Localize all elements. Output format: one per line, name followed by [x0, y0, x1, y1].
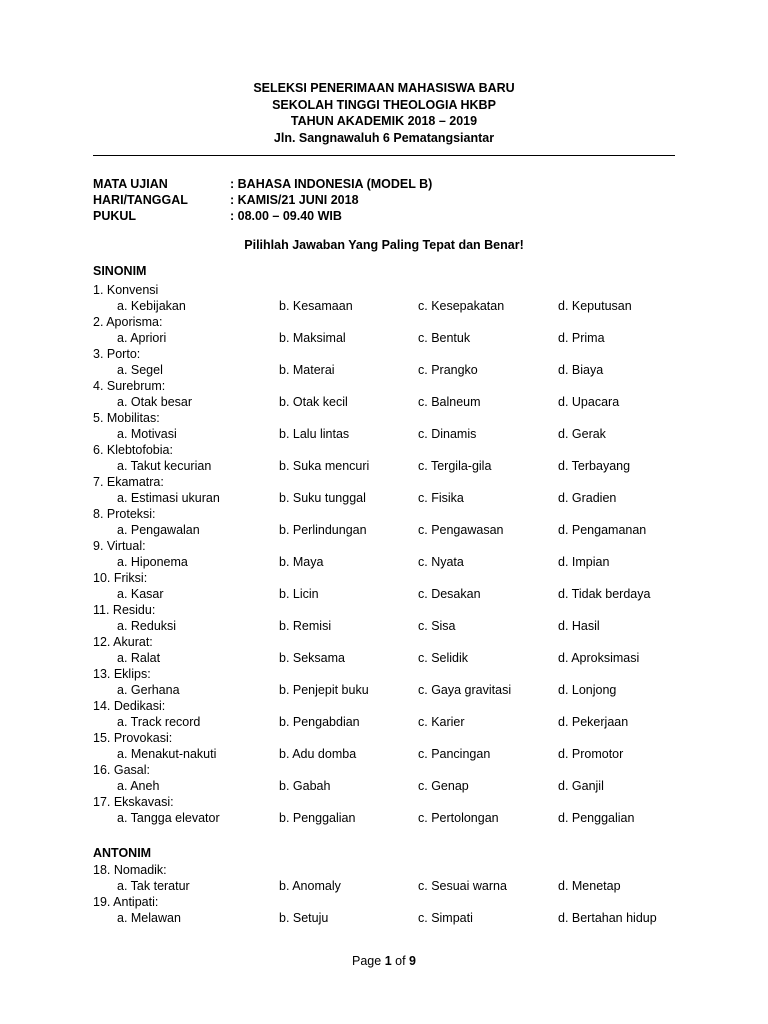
option-b: b. Otak kecil	[279, 395, 348, 409]
question-item	[93, 602, 693, 634]
option-c: c. Selidik	[418, 651, 469, 665]
question-options	[93, 810, 693, 826]
option-c: c. Kesepakatan	[418, 299, 505, 313]
option-c: c. Desakan	[418, 587, 481, 601]
question-stem: 7. Ekamatra:	[93, 475, 164, 489]
option-d: d. Menetap	[558, 879, 621, 893]
question-stem: 11. Residu:	[93, 603, 156, 617]
option-d: d. Upacara	[558, 395, 620, 409]
instruction-text: Pilihlah Jawaban Yang Paling Tepat dan Benar!	[244, 238, 524, 252]
option-c: c. Tergila-gila	[418, 459, 492, 473]
header-divider	[93, 155, 675, 156]
question-item	[93, 346, 693, 378]
option-d: d. Gerak	[558, 427, 606, 441]
question-stem: 8. Proteksi:	[93, 507, 156, 521]
question-stem: 9. Virtual:	[93, 539, 146, 553]
option-c: c. Gaya gravitasi	[418, 683, 512, 697]
option-b: b. Lalu lintas	[279, 427, 350, 441]
question-options	[93, 298, 693, 314]
option-b: b. Penjepit buku	[279, 683, 369, 697]
option-a: a. Kasar	[117, 587, 164, 601]
option-c: c. Pengawasan	[418, 523, 504, 537]
question-options	[93, 554, 693, 570]
question-item	[93, 666, 693, 698]
header-line-3: TAHUN AKADEMIK 2018 – 2019	[290, 114, 478, 128]
question-options	[93, 878, 693, 894]
option-a: a. Otak besar	[117, 395, 193, 409]
option-d: d. Biaya	[558, 363, 604, 377]
question-stem: 14. Dedikasi:	[93, 699, 166, 713]
option-c: c. Balneum	[418, 395, 481, 409]
option-d: d. Tidak berdaya	[558, 587, 651, 601]
header-line-2: SEKOLAH TINGGI THEOLOGIA HKBP	[272, 97, 496, 112]
option-a: a. Melawan	[117, 911, 181, 925]
footer-prefix: Page	[352, 954, 385, 968]
info-label: HARI/TANGGAL	[93, 193, 188, 207]
option-a: a. Menakut-nakuti	[117, 747, 217, 761]
question-list-antonim	[93, 862, 693, 926]
option-b: b. Suka mencuri	[279, 459, 370, 473]
option-b: b. Maksimal	[279, 331, 346, 345]
option-c: c. Pertolongan	[418, 811, 499, 825]
question-options	[93, 394, 693, 410]
option-b: b. Perlindungan	[279, 523, 367, 537]
option-b: b. Suku tunggal	[279, 491, 366, 505]
question-options	[93, 458, 693, 474]
section-title-antonim: ANTONIM	[93, 846, 152, 860]
option-b: b. Kesamaan	[279, 299, 353, 313]
option-a: a. Hiponema	[117, 555, 188, 569]
option-a: a. Apriori	[117, 331, 167, 345]
question-item	[93, 862, 693, 894]
question-item	[93, 474, 693, 506]
question-options	[93, 682, 693, 698]
question-item	[93, 410, 693, 442]
question-stem: 1. Konvensi	[93, 283, 159, 297]
option-a: a. Takut kecurian	[117, 459, 212, 473]
option-a: a. Tak teratur	[117, 879, 190, 893]
option-b: b. Seksama	[279, 651, 346, 665]
option-d: d. Promotor	[558, 747, 624, 761]
option-a: a. Track record	[117, 715, 201, 729]
option-a: a. Pengawalan	[117, 523, 200, 537]
option-a: a. Ralat	[117, 651, 161, 665]
option-d: d. Impian	[558, 555, 610, 569]
option-d: d. Bertahan hidup	[558, 911, 657, 925]
question-item	[93, 762, 693, 794]
question-stem: 17. Ekskavasi:	[93, 795, 174, 809]
info-label: MATA UJIAN	[93, 177, 168, 191]
document-header	[0, 80, 768, 146]
question-options	[93, 618, 693, 634]
question-stem: 5. Mobilitas:	[93, 411, 160, 425]
question-stem: 18. Nomadik:	[93, 863, 167, 877]
option-b: b. Adu domba	[279, 747, 357, 761]
option-d: d. Pengamanan	[558, 523, 647, 537]
section-title-sinonim: SINONIM	[93, 264, 147, 278]
info-row-subject	[93, 176, 432, 192]
question-item	[93, 442, 693, 474]
option-d: d. Prima	[558, 331, 605, 345]
option-c: c. Fisika	[418, 491, 464, 505]
question-list-sinonim	[93, 282, 693, 826]
question-stem: 2. Aporisma:	[93, 315, 163, 329]
question-options	[93, 910, 693, 926]
option-c: c. Karier	[418, 715, 465, 729]
info-value: : KAMIS/21 JUNI 2018	[230, 193, 359, 207]
question-stem: 15. Provokasi:	[93, 731, 173, 745]
question-options	[93, 778, 693, 794]
option-d: d. Gradien	[558, 491, 617, 505]
option-d: d. Ganjil	[558, 779, 604, 793]
option-b: b. Materai	[279, 363, 335, 377]
question-stem: 4. Surebrum:	[93, 379, 166, 393]
question-stem: 10. Friksi:	[93, 571, 148, 585]
footer-middle: of	[391, 954, 410, 968]
option-a: a. Estimasi ukuran	[117, 491, 220, 505]
question-item	[93, 570, 693, 602]
question-stem: 3. Porto:	[93, 347, 141, 361]
question-item	[93, 794, 693, 826]
option-c: c. Simpati	[418, 911, 473, 925]
info-row-time	[93, 208, 432, 224]
question-stem: 12. Akurat:	[93, 635, 153, 649]
question-options	[93, 714, 693, 730]
option-a: a. Kebijakan	[117, 299, 186, 313]
option-d: d. Keputusan	[558, 299, 632, 313]
question-item	[93, 506, 693, 538]
option-b: b. Pengabdian	[279, 715, 360, 729]
option-b: b. Licin	[279, 587, 319, 601]
option-c: c. Genap	[418, 779, 469, 793]
option-a: a. Motivasi	[117, 427, 177, 441]
header-line-4: Jln. Sangnawaluh 6 Pematangsiantar	[273, 130, 495, 145]
option-c: c. Sisa	[418, 619, 456, 633]
info-value: : BAHASA INDONESIA (MODEL B)	[230, 177, 433, 191]
option-d: d. Terbayang	[558, 459, 631, 473]
question-options	[93, 330, 693, 346]
question-item	[93, 282, 693, 314]
question-stem: 13. Eklips:	[93, 667, 151, 681]
header-line-1: SELEKSI PENERIMAAN MAHASISWA BARU	[253, 81, 515, 95]
option-b: b. Penggalian	[279, 811, 356, 825]
question-item	[93, 894, 693, 926]
option-a: a. Segel	[117, 363, 163, 377]
question-options	[93, 746, 693, 762]
question-options	[93, 490, 693, 506]
option-d: d. Pekerjaan	[558, 715, 629, 729]
option-c: c. Prangko	[418, 363, 478, 377]
question-options	[93, 426, 693, 442]
option-b: b. Gabah	[279, 779, 331, 793]
question-options	[93, 586, 693, 602]
question-item	[93, 378, 693, 410]
question-options	[93, 362, 693, 378]
option-d: d. Hasil	[558, 619, 600, 633]
option-d: d. Lonjong	[558, 683, 617, 697]
option-b: b. Anomaly	[279, 879, 341, 893]
page-footer	[0, 954, 768, 968]
question-item	[93, 538, 693, 570]
question-options	[93, 522, 693, 538]
option-a: a. Aneh	[117, 779, 160, 793]
question-options	[93, 650, 693, 666]
option-c: c. Pancingan	[418, 747, 491, 761]
question-item	[93, 634, 693, 666]
question-item	[93, 698, 693, 730]
info-row-date	[93, 192, 432, 208]
question-item	[93, 314, 693, 346]
option-c: c. Sesuai warna	[418, 879, 507, 893]
option-b: b. Setuju	[279, 911, 329, 925]
footer-current-page: 1	[384, 954, 392, 968]
option-b: b. Maya	[279, 555, 324, 569]
question-item	[93, 730, 693, 762]
option-c: c. Bentuk	[418, 331, 471, 345]
option-d: d. Penggalian	[558, 811, 635, 825]
question-stem: 16. Gasal:	[93, 763, 150, 777]
footer-total-pages: 9	[409, 954, 416, 968]
info-value: : 08.00 – 09.40 WIB	[230, 209, 342, 223]
option-b: b. Remisi	[279, 619, 332, 633]
option-a: a. Reduksi	[117, 619, 177, 633]
info-label: PUKUL	[93, 209, 137, 223]
option-c: c. Dinamis	[418, 427, 477, 441]
question-stem: 19. Antipati:	[93, 895, 159, 909]
question-stem: 6. Klebtofobia:	[93, 443, 173, 457]
exam-info	[93, 176, 432, 224]
option-c: c. Nyata	[418, 555, 464, 569]
option-d: d. Aproksimasi	[558, 651, 640, 665]
option-a: a. Tangga elevator	[117, 811, 220, 825]
option-a: a. Gerhana	[117, 683, 180, 697]
